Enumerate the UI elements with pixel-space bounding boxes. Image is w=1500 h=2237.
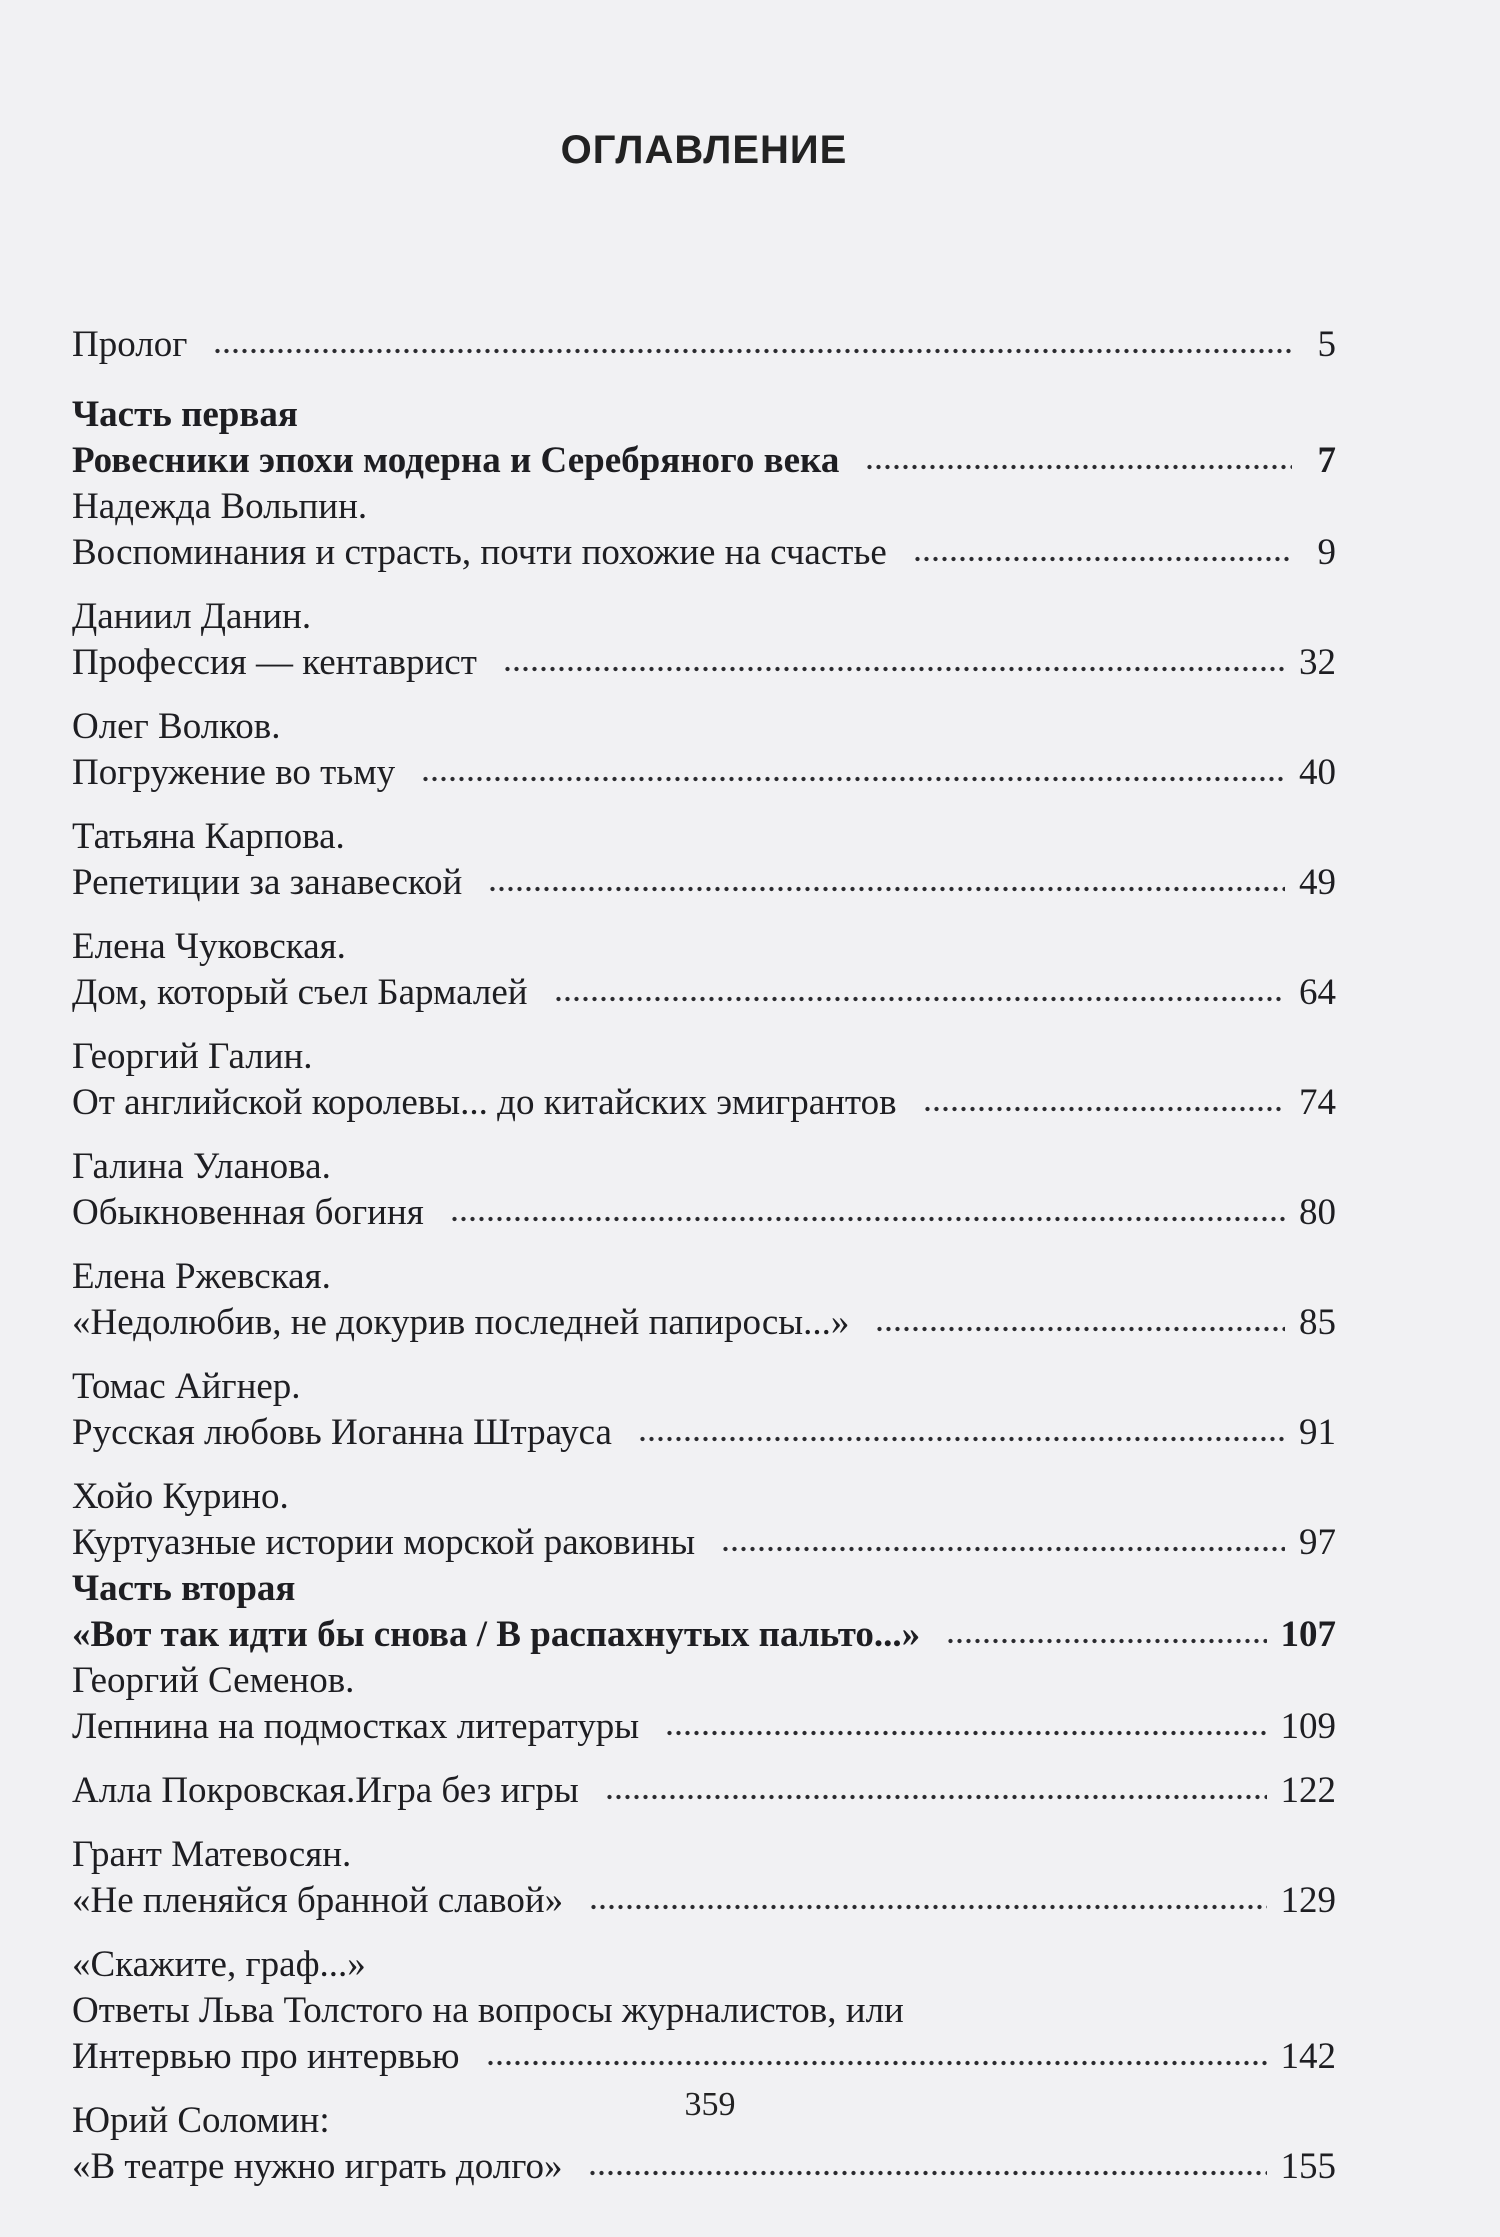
dot-leader <box>665 1728 1266 1738</box>
toc-entry[interactable] <box>72 1704 1336 1750</box>
dot-leader <box>923 1104 1285 1114</box>
page-ref: 142 <box>1280 2036 1336 2077</box>
toc-entry[interactable] <box>72 1612 1336 1658</box>
entry-title: Дом, который съел Бармалей <box>72 972 528 1013</box>
entry-title: Профессия — кентаврист <box>72 642 477 683</box>
entry-title: Обыкновенная богиня <box>72 1192 424 1233</box>
dot-leader <box>875 1324 1285 1334</box>
page-ref: 9 <box>1317 532 1336 573</box>
toc-entry-prologue[interactable] <box>72 322 1336 368</box>
dot-leader <box>213 346 1292 356</box>
entry-title: Пролог <box>72 324 188 365</box>
page-ref: 129 <box>1280 1880 1336 1921</box>
toc-entry[interactable] <box>72 530 1336 576</box>
part-heading: Часть вторая <box>72 1568 296 1609</box>
page-ref: 49 <box>1299 862 1336 903</box>
page-ref: 155 <box>1280 2146 1336 2187</box>
entry-author: Томас Айгнер. <box>72 1366 301 1407</box>
toc-entry[interactable] <box>72 970 1336 1016</box>
page-ref: 85 <box>1299 1302 1336 1343</box>
toc-entry[interactable] <box>72 1190 1336 1236</box>
page-title: ОГЛАВЛЕНИЕ <box>560 128 848 172</box>
entry-title: Репетиции за занавеской <box>72 862 463 903</box>
dot-leader <box>721 1544 1285 1554</box>
page-ref: 7 <box>1317 440 1336 481</box>
entry-title: «Недолюбив, не докурив последней папиросы...» <box>72 1302 850 1343</box>
entry-title: Лепнина на подмостках литературы <box>72 1706 640 1747</box>
dot-leader <box>486 2058 1267 2068</box>
entry-author: Галина Уланова. <box>72 1146 331 1187</box>
toc-entry[interactable] <box>72 438 1336 484</box>
entry-author: Георгий Галин. <box>72 1036 313 1077</box>
dot-leader <box>421 774 1285 784</box>
entry-title: Интервью про интервью <box>72 2036 460 2077</box>
entry-author: Татьяна Карпова. <box>72 816 345 857</box>
dot-leader <box>946 1636 1266 1646</box>
entry-title: Русская любовь Иоганна Штрауса <box>72 1412 612 1453</box>
page-ref: 122 <box>1280 1770 1336 1811</box>
dot-leader <box>503 664 1285 674</box>
toc-entry[interactable] <box>72 1080 1336 1126</box>
entry-author: «Скажите, граф...» <box>72 1944 366 1985</box>
page-ref: 40 <box>1299 752 1336 793</box>
entry-title: Алла Покровская.Игра без игры <box>72 1770 579 1811</box>
entry-author: Георгий Семенов. <box>72 1660 355 1701</box>
entry-title: «Вот так идти бы снова / В распахнутых пальто...» <box>72 1614 921 1655</box>
toc-entry[interactable] <box>72 2144 1336 2190</box>
page-number: 359 <box>684 2086 736 2123</box>
toc-entry[interactable] <box>72 1878 1336 1924</box>
dot-leader <box>865 462 1292 472</box>
toc-entry[interactable] <box>72 860 1336 906</box>
dot-leader <box>588 2168 1266 2178</box>
entry-author: Надежда Вольпин. <box>72 486 368 527</box>
page-ref: 32 <box>1299 642 1336 683</box>
entry-author: Даниил Данин. <box>72 596 312 637</box>
page-ref: 97 <box>1299 1522 1336 1563</box>
page-ref: 109 <box>1280 1706 1336 1747</box>
page-ref: 91 <box>1299 1412 1336 1453</box>
toc-entry[interactable] <box>72 1520 1336 1566</box>
page-ref: 107 <box>1280 1614 1336 1655</box>
toc-entry[interactable] <box>72 750 1336 796</box>
entry-author: Грант Матевосян. <box>72 1834 352 1875</box>
page-ref: 5 <box>1317 324 1336 365</box>
entry-title: Воспоминания и страсть, почти похожие на счастье <box>72 532 887 573</box>
dot-leader <box>638 1434 1285 1444</box>
entry-author: Олег Волков. <box>72 706 281 747</box>
toc-entry[interactable] <box>72 1300 1336 1346</box>
entry-author: Юрий Соломин: <box>72 2100 330 2141</box>
entry-title: От английской королевы... до китайских эмигрантов <box>72 1082 897 1123</box>
dot-leader <box>913 554 1292 564</box>
entry-author: Хойо Курино. <box>72 1476 289 1517</box>
dot-leader <box>450 1214 1285 1224</box>
entry-title: Ровесники эпохи модерна и Серебряного века <box>72 440 840 481</box>
entry-author: Елена Чуковская. <box>72 926 346 967</box>
dot-leader <box>554 994 1285 1004</box>
part-heading: Часть первая <box>72 394 298 435</box>
page-ref: 80 <box>1299 1192 1336 1233</box>
toc-entry[interactable] <box>72 640 1336 686</box>
entry-title: Погружение во тьму <box>72 752 396 793</box>
dot-leader <box>589 1902 1266 1912</box>
toc-entry[interactable] <box>72 1410 1336 1456</box>
dot-leader <box>488 884 1285 894</box>
toc-entry[interactable] <box>72 2034 1336 2080</box>
entry-title: «Не пленяйся бранной славой» <box>72 1880 564 1921</box>
entry-title: Куртуазные истории морской раковины <box>72 1522 696 1563</box>
page-ref: 74 <box>1299 1082 1336 1123</box>
toc-entry[interactable] <box>72 1768 1336 1814</box>
table-of-contents <box>72 322 1336 2190</box>
entry-author: Елена Ржевская. <box>72 1256 331 1297</box>
entry-subtitle: Ответы Льва Толстого на вопросы журналистов, или <box>72 1990 904 2031</box>
dot-leader <box>605 1792 1267 1802</box>
page-ref: 64 <box>1299 972 1336 1013</box>
entry-title: «В театре нужно играть долго» <box>72 2146 563 2187</box>
